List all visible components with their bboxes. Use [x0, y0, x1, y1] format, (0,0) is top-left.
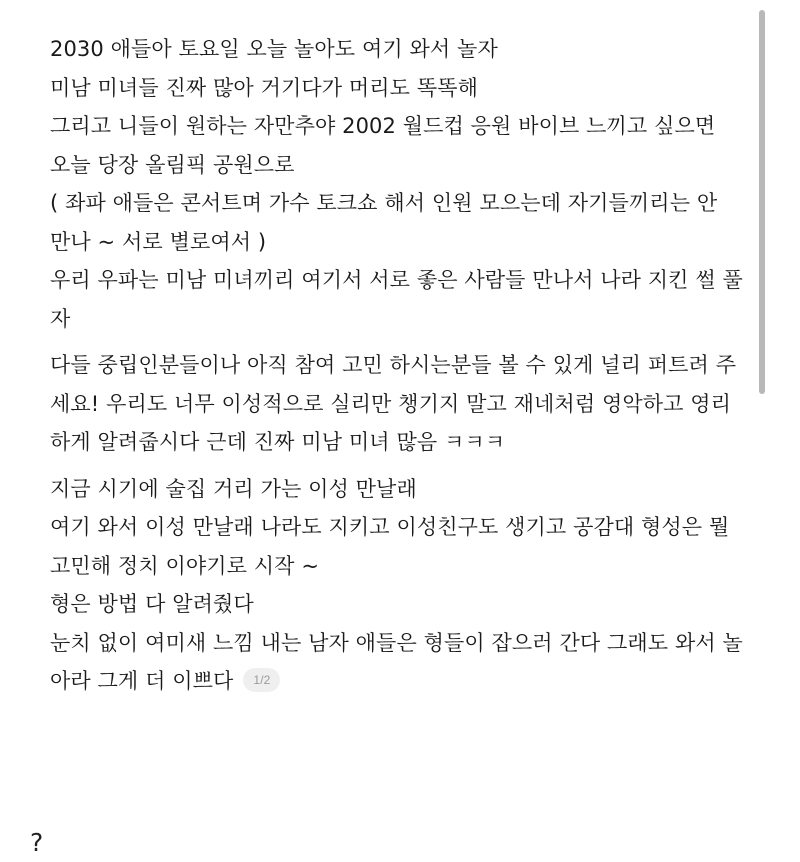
- text-line: 지금 시기에 술집 거리 가는 이성 만날래: [50, 476, 417, 501]
- question-mark-icon: ?: [30, 828, 44, 857]
- text-line: 고민해 정치 이야기로 시작 ~: [50, 553, 320, 578]
- post-body: [50, 30, 750, 701]
- scrollbar-thumb[interactable]: [759, 10, 765, 394]
- text-line: 세요! 우리도 너무 이성적으로 실리만 챙기지 말고 재네처럼 영악하고 영리: [50, 391, 732, 416]
- text-line: 형은 방법 다 알려줬다: [50, 592, 254, 616]
- paragraph-gap: [50, 338, 750, 346]
- paragraph: [50, 30, 750, 338]
- text-line: ( 좌파 애들은 콘서트며 가수 토크쇼 해서 인원 모으는데 자기들끼리는 안: [50, 191, 718, 215]
- text-line: 미남 미녀들 진짜 많아 거기다가 머리도 똑똑해: [50, 75, 478, 100]
- text-line: 눈치 없이 여미새 느낌 내는 남자 애들은 형들이 잡으러 간다 그래도 와서 놀: [50, 630, 743, 655]
- paragraph-gap: [50, 462, 750, 470]
- text-line-content: 아라 그게 더 이쁘다: [50, 669, 234, 693]
- text-line: 우리 우파는 미남 미녀끼리 여기서 서로 좋은 사람들 만나서 나라 지킨 썰 풀: [50, 268, 743, 292]
- paragraph: [50, 470, 750, 701]
- text-line: 그리고 니들이 원하는 자만추야 2002 월드컵 응원 바이브 느끼고 싶으면: [50, 114, 716, 138]
- last-text-line: [50, 662, 750, 701]
- text-line: 오늘 당장 올림픽 공원으로: [50, 152, 295, 177]
- text-line: 여기 와서 이성 만날래 나라도 지키고 이성친구도 생기고 공감대 형성은 뭘: [50, 515, 730, 539]
- text-line: 자: [50, 306, 71, 331]
- text-line: 하게 알려줍시다 근데 진짜 미남 미녀 많음 ㅋㅋㅋ: [50, 430, 506, 454]
- page-indicator-badge[interactable]: 1/2: [243, 668, 280, 692]
- text-line: 다들 중립인분들이나 아직 참여 고민 하시는분들 볼 수 있게 널리 퍼트려 주: [50, 353, 737, 377]
- paragraph: [50, 346, 750, 462]
- text-line: 만나 ~ 서로 별로여서 ): [50, 229, 267, 254]
- text-line: 2030 애들아 토요일 오늘 놀아도 여기 와서 놀자: [50, 37, 498, 61]
